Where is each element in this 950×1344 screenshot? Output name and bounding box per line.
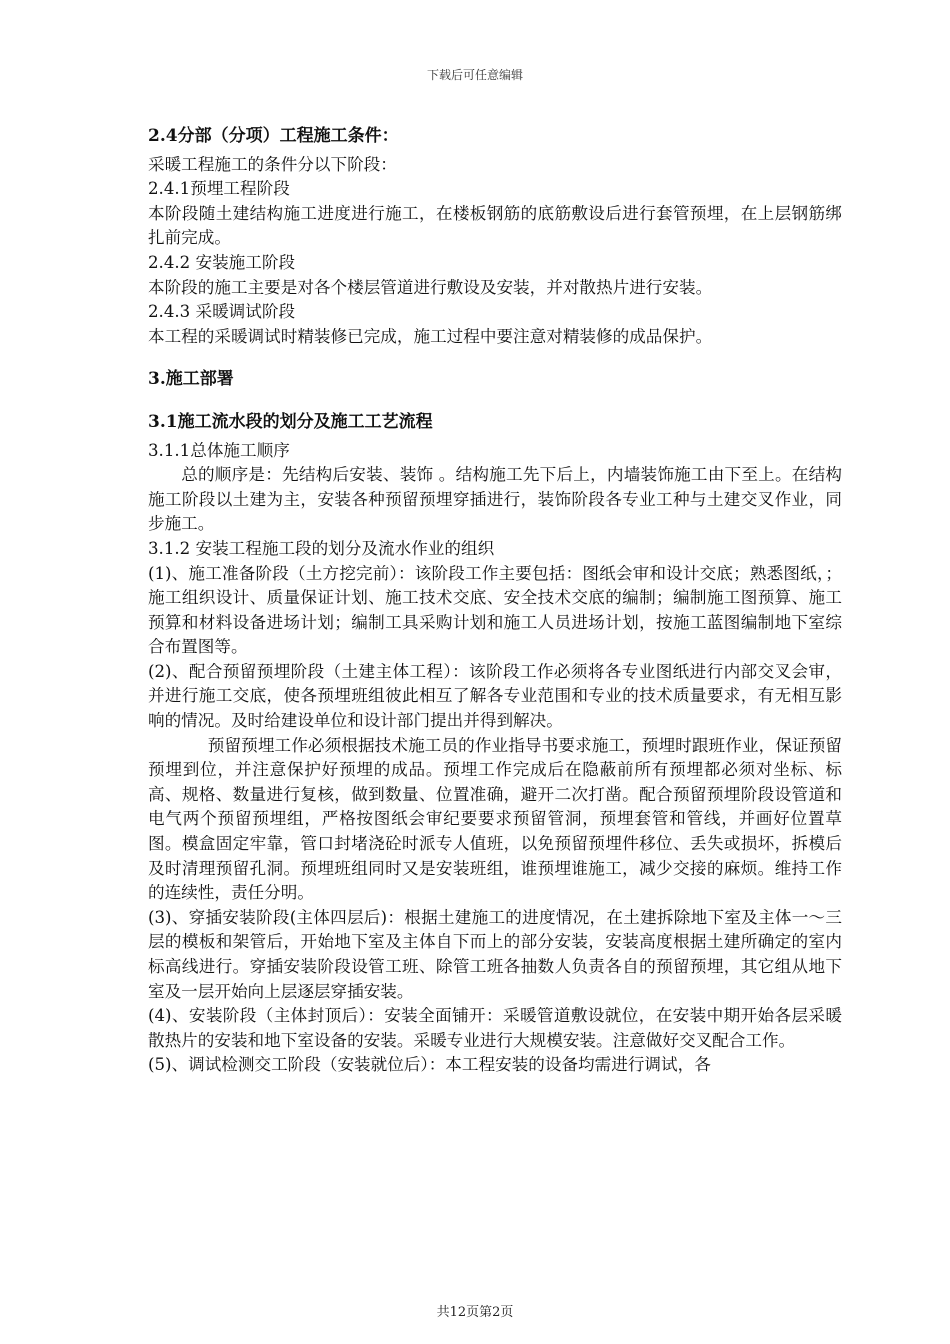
section-heading-3-1: 3.1施工流水段的划分及施工工艺流程 <box>148 411 433 432</box>
subheading-3-1-2: 3.1.2 安装工程施工段的划分及流水作业的组织 <box>148 538 495 558</box>
subheading-2-4-2: 2.4.2 安装施工阶段 <box>148 252 296 272</box>
list-item-stage-4: (4)、安装阶段（主体封顶后）：安装全面铺开：采暖管道敷设就位，在安装中期开始各层采暖散热片的安装和地下室设备的安装。采暖专业进行大规模安装。注意做好交叉配合工作。 <box>148 1006 842 1050</box>
list-item-stage-5: (5)、调试检测交工阶段（安装就位后）：本工程安装的设备均需进行调试，各 <box>148 1055 711 1075</box>
section-heading-3: 3.施工部署 <box>148 369 234 390</box>
list-item-stage-3: (3)、穿插安装阶段(主体四层后)：根据土建施工的进度情况，在土建拆除地下室及主体一～三层的模板和架管后，开始地下室及主体自下而上的部分安装，安装高度根据土建所确定的室内标高线进行。穿插安装阶段设管工班、除管工班各抽数人负责各自的预留预埋，其它组从地下室及一层开始向上层逐层穿插安装。 <box>148 907 842 1001</box>
page-header: 下载后可任意编辑 <box>426 68 523 82</box>
paragraph: 本阶段的施工主要是对各个楼层管道进行敷设及安装，并对散热片进行安装。 <box>148 277 713 297</box>
section-heading-2-4: 2.4分部（分项）工程施工条件： <box>148 126 399 146</box>
paragraph: 本工程的采暖调试时精装修已完成，施工过程中要注意对精装修的成品保护。 <box>148 326 713 346</box>
subheading-2-4-1: 2.4.1预埋工程阶段 <box>148 179 290 199</box>
list-item-stage-1: (1)、施工准备阶段（土方挖完前）：该阶段工作主要包括：图纸会审和设计交底；熟悉图纸，；施工组织设计、质量保证计划、施工技术交底、安全技术交底的编制；编制施工图预算、施工预算和材料设备进场计划；编制工具采购计划和施工人员进场计划，按施工蓝图编制地下室综合布置图等。 <box>148 563 842 657</box>
paragraph: 采暖工程施工的条件分以下阶段： <box>148 154 397 174</box>
paragraph: 本阶段随土建结构施工进度进行施工，在楼板钢筋的底筋敷设后进行套管预埋，在上层钢筋绑扎前完成。 <box>148 203 842 248</box>
document-body <box>148 124 842 1078</box>
subheading-2-4-3: 2.4.3 采暖调试阶段 <box>148 302 296 322</box>
list-item-stage-2: (2)、配合预留预埋阶段（土建主体工程）：该阶段工作必须将各专业图纸进行内部交叉会审，并进行施工交底，使各预埋班组彼此相互了解各专业范围和专业的技术质量要求，有无相互影响的情况。及时给建设单位和设计部门提出并得到解决。 <box>148 661 842 731</box>
subheading-3-1-1: 3.1.1总体施工顺序 <box>148 440 290 460</box>
page-footer: 共12页第2页 <box>436 1305 514 1320</box>
paragraph: 预留预埋工作必须根据技术施工员的作业指导书要求施工，预埋时跟班作业，保证预留预埋到位，并注意保护好预埋的成品。预埋工作完成后在隐蔽前所有预埋都必须对坐标、标高、规格、数量进行复核，做到数量、位置准确，避开二次打凿。配合预留预埋阶段设管道和电气两个预留预埋组，严格按图纸会审纪要要求预留管洞，预埋套管和管线，并画好位置草图。模盒固定牢靠，管口封堵浇砼时派专人值班，以免预留预埋件移位、丢失或损坏，拆模后及时清理预留孔洞。预埋班组同时又是安装班组，谁预埋谁施工，减少交接的麻烦。维持工作的连续性，责任分明。 <box>148 735 842 903</box>
paragraph: 总的顺序是：先结构后安装、装饰 。结构施工先下后上，内墙装饰施工由下至上。在结构施工阶段以土建为主，安装各种预留预埋穿插进行，装饰阶段各专业工种与土建交叉作业，同步施工。 <box>148 465 842 534</box>
